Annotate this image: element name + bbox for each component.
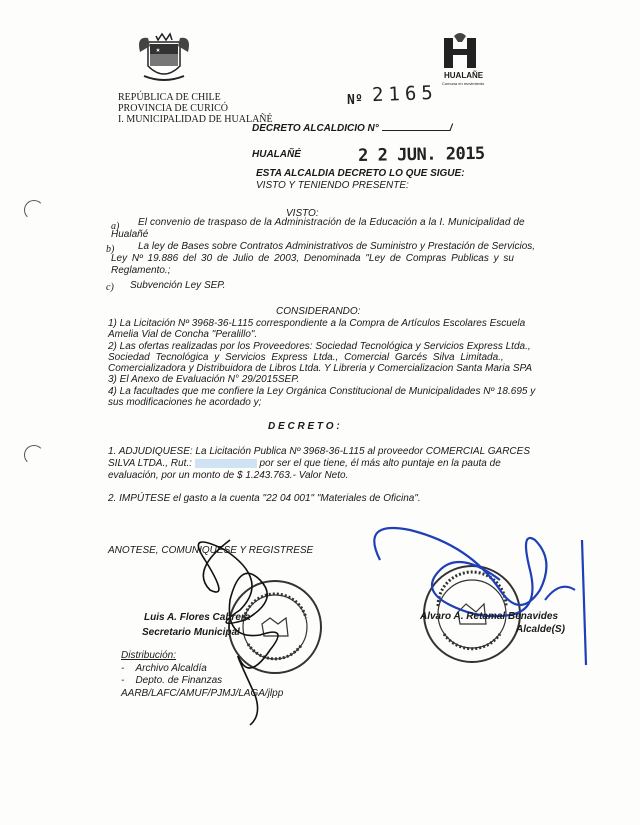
decreto-p2: 2. IMPÚTESE el gasto a la cuenta "22 04 001" "Materiales de Oficina".: [108, 493, 421, 504]
considerando-line-5: Comercializadora y Distribuidora de Libros Ltda. Y Libreria y Comercializacion Santa Maria SPA: [108, 363, 533, 374]
visto-b-line1: La ley de Bases sobre Contratos Administrativos de Suministro y Prestación de Servicios,: [138, 241, 536, 252]
header-municipality: I. MUNICIPALIDAD DE HUALAÑÉ: [118, 114, 273, 125]
visto-b-marker: b): [106, 244, 115, 255]
redacted-rut: [195, 459, 257, 468]
distribution-item-2-text: Depto. de Finanzas: [135, 675, 223, 686]
distribution-item-2: - Depto. de Finanzas: [121, 675, 223, 686]
right-signatory-title: Alcalde(S): [516, 624, 565, 635]
decreto-p1-line1: 1. ADJUDIQUESE: La Licitación Publica Nº 3968-36-L115 al proveedor COMERCIAL GARCES: [108, 446, 530, 457]
visto-c-line1: Subvención Ley SEP.: [130, 280, 226, 291]
logo-text: HUALAÑE: [444, 71, 484, 80]
hole-punch-mark: [24, 200, 44, 220]
logo-tagline: Comuna en movimiento: [442, 81, 485, 86]
right-signatory-name: Alvaro A. Retamal Benavides: [420, 611, 559, 622]
visto-intro: VISTO Y TENIENDO PRESENTE:: [256, 180, 409, 191]
right-signature-icon: [360, 500, 610, 670]
decreto-p1-line2b: por ser el que tiene, él más alto puntaje en la pauta de: [259, 458, 501, 469]
visto-c-marker: c): [106, 282, 114, 293]
header-province: PROVINCIA DE CURICÓ: [118, 103, 229, 114]
decreto-p1-line2: [108, 458, 501, 469]
decree-title-slash: /: [449, 123, 453, 134]
left-signatory-name: Luis A. Flores Cabrera: [144, 612, 251, 623]
decree-title: [252, 121, 452, 134]
considerando-line-6: 3) El Anexo de Evaluación N° 29/2015SEP.: [108, 374, 300, 385]
coat-of-arms-icon: [138, 32, 190, 88]
distribution-initials: AARB/LAFC/AMUF/PJMJ/LAGA/jlpp: [121, 688, 284, 699]
visto-a-line1: El convenio de traspaso de la Administración de la Educación a la I. Municipalidad de: [138, 217, 525, 228]
visto-b-line2: Ley Nº 19.886 del 30 de Julio de 2003, Denominada "Ley de Compras Publicas y su: [111, 253, 514, 264]
alcaldia-statement: ESTA ALCALDIA DECRETO LO QUE SIGUE:: [256, 168, 465, 179]
hualane-logo-icon: [440, 32, 480, 70]
decreto-heading: D E C R E T O :: [268, 421, 340, 432]
distribution-item-1: - Archivo Alcaldía: [121, 663, 207, 674]
decreto-p1-line2a: SILVA LTDA., Rut.:: [108, 458, 192, 469]
visto-a-marker: a): [111, 221, 120, 232]
decree-title-text: DECRETO ALCALDICIO N°: [252, 123, 379, 134]
hole-punch-mark: [24, 445, 44, 465]
header-republic: REPÚBLICA DE CHILE: [118, 92, 221, 103]
considerando-line-3: 2) Las ofertas realizadas por los Proveedores: Sociedad Tecnológica y Servicios Express Ltda.,: [108, 341, 531, 352]
decree-date-stamp: 2 2 JUN. 2015: [358, 143, 485, 166]
considerando-line-1: 1) La Licitación Nº 3968-36-L115 correspondiente a la Compra de Artículos Escolares Escuela: [108, 318, 526, 329]
distribution-item-1-text: Archivo Alcaldía: [135, 663, 207, 674]
considerando-line-7: 4) La facultades que me confiere la Ley Orgánica Constitucional de Municipalidades Nº 18.695 y: [108, 386, 536, 397]
decree-number-prefix: Nº: [347, 93, 363, 108]
closing-statement: ANOTESE, COMUNIQUESE Y REGISTRESE: [108, 545, 314, 556]
decree-number-stamp: 2165: [371, 81, 439, 107]
left-signatory-title: Secretario Municipal: [142, 627, 240, 638]
decreto-p1-line3: evaluación, por un monto de $ 1.243.763.- Valor Neto.: [108, 470, 349, 481]
distribution-heading: Distribución:: [121, 650, 177, 661]
considerando-line-4: Sociedad Tecnológica y Servicios Express Ltda., Comercial Garcés Silva Limitada.,: [108, 352, 504, 363]
considerando-line-8: sus modificaciones he acordado y;: [108, 397, 262, 408]
visto-heading: VISTO:: [286, 208, 319, 219]
considerando-line-2: Amelia Vial de Concha "Peralillo".: [108, 329, 258, 340]
visto-b-line3: Reglamento.;: [111, 265, 171, 276]
considerando-heading: CONSIDERANDO:: [276, 306, 361, 317]
visto-a-line2: Hualañé: [111, 229, 149, 240]
decree-place: HUALAÑÉ: [252, 149, 301, 160]
decree-number-blank: [382, 121, 450, 131]
